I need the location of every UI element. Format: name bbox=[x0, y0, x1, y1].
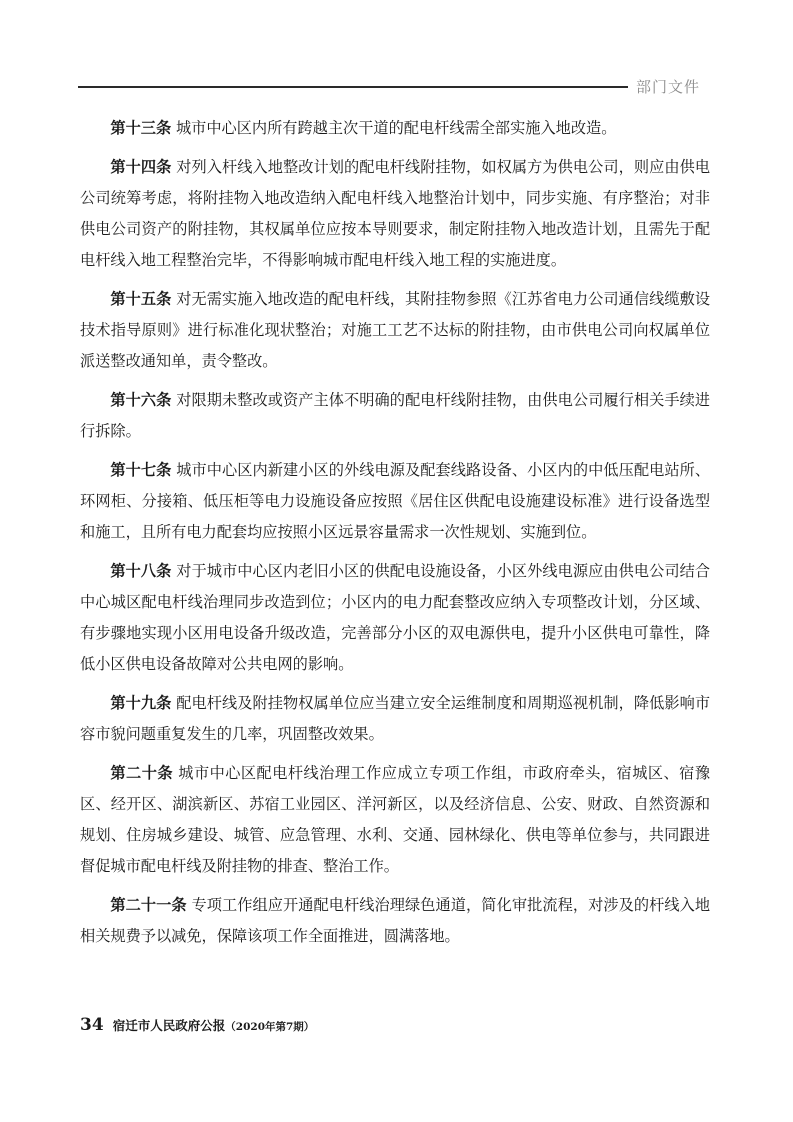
section-label: 部门文件 bbox=[636, 78, 701, 96]
article-text: 专项工作组应开通配电杆线治理绿色通道，简化审批流程，对涉及的杆线入地相关规费予以减免，保障该项工作全面推进，圆满落地。 bbox=[80, 896, 711, 945]
article-20 bbox=[80, 758, 710, 882]
article-number: 第十九条 bbox=[110, 694, 172, 712]
publication-name: 宿迁市人民政府公报 bbox=[112, 1018, 226, 1033]
article-18 bbox=[80, 556, 710, 680]
article-16 bbox=[80, 385, 710, 447]
article-text: 城市中心区内所有跨越主次干道的配电杆线需全部实施入地改造。 bbox=[171, 119, 617, 137]
article-text: 对列入杆线入地整改计划的配电杆线附挂物，如权属方为供电公司，则应由供电公司统筹考虑，将附挂物入地改造纳入配电杆线入地整治计划中，同步实施、有序整治；对非供电公司资产的附挂物，其权属单位应按本导则要求，制定附挂物入地改造计划，且需先于配电杆线入地工程整治完毕，不得影响城市配电杆线入地工程的实施进度。 bbox=[80, 158, 711, 269]
issue-label: （2020年第7期） bbox=[225, 1021, 315, 1033]
article-14 bbox=[80, 152, 710, 276]
article-17 bbox=[80, 455, 710, 548]
article-number: 第二十条 bbox=[110, 764, 173, 782]
article-number: 第十七条 bbox=[110, 461, 172, 479]
article-number: 第十四条 bbox=[110, 158, 172, 176]
article-text: 配电杆线及附挂物权属单位应当建立安全运维制度和周期巡视机制，降低影响市容市貌问题重复发生的几率，巩固整改效果。 bbox=[80, 694, 711, 743]
article-text: 对无需实施入地改造的配电杆线，其附挂物参照《江苏省电力公司通信线缆敷设技术指导原则》进行标准化现状整治；对施工工艺不达标的附挂物，由市供电公司向权属单位派送整改通知单，责令整改。 bbox=[80, 290, 711, 370]
article-15 bbox=[80, 284, 710, 377]
document-body bbox=[80, 113, 710, 960]
article-text: 城市中心区配电杆线治理工作应成立专项工作组，市政府牵头，宿城区、宿豫区、经开区、湖滨新区、苏宿工业园区、洋河新区，以及经济信息、公安、财政、自然资源和规划、住房城乡建设、城管、应急管理、水利、交通、园林绿化、供电等单位参与，共同跟进督促城市配电杆线及附挂物的排查、整治工作。 bbox=[80, 764, 711, 875]
article-19 bbox=[80, 688, 710, 750]
article-13 bbox=[80, 113, 710, 144]
article-number: 第十六条 bbox=[110, 391, 172, 409]
article-text: 城市中心区内新建小区的外线电源及配套线路设备、小区内的中低压配电站所、环网柜、分接箱、低压柜等电力设施设备应按照《居住区供配电设施建设标准》进行设备选型和施工，且所有电力配套均应按照小区远景容量需求一次性规划、实施到位。 bbox=[80, 461, 711, 541]
header-rule bbox=[78, 86, 628, 88]
article-number: 第十八条 bbox=[110, 562, 172, 580]
article-text: 对于城市中心区内老旧小区的供配电设施设备，小区外线电源应由供电公司结合中心城区配电杆线治理同步改造到位；小区内的电力配套整改应纳入专项整改计划，分区域、有步骤地实现小区用电设备升级改造，完善部分小区的双电源供电，提升小区供电可靠性，降低小区供电设备故障对公共电网的影响。 bbox=[80, 562, 711, 673]
page-number: 34 bbox=[80, 1015, 104, 1035]
article-number: 第十三条 bbox=[110, 119, 172, 137]
article-text: 对限期未整改或资产主体不明确的配电杆线附挂物，由供电公司履行相关手续进行拆除。 bbox=[80, 391, 711, 440]
page-footer bbox=[80, 1015, 314, 1035]
article-number: 第二十一条 bbox=[110, 896, 187, 914]
article-21 bbox=[80, 890, 710, 952]
article-number: 第十五条 bbox=[110, 290, 172, 308]
